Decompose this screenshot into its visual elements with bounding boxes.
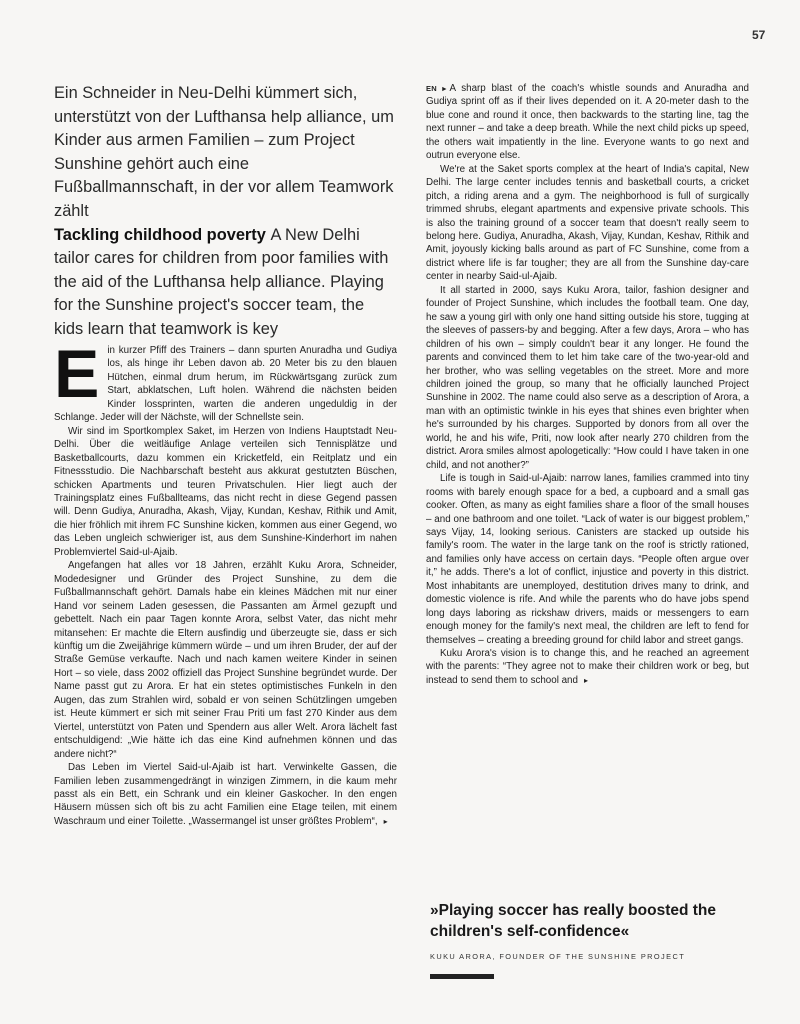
english-headline: Tackling childhood poverty xyxy=(54,225,266,244)
pull-quote xyxy=(430,900,760,979)
drop-cap: E xyxy=(54,336,100,412)
intro-block xyxy=(54,82,394,342)
german-paragraph-1 xyxy=(54,336,397,425)
english-intro xyxy=(54,224,394,342)
pull-quote-rule xyxy=(430,974,494,979)
english-paragraph-1-text: A sharp blast of the coach's whistle sounds and Anuradha and Gudiya sprint off as if their lives depended on it. A 20-meter dash to the blue cone and round it once, then backwards to the starting line, tag the next runner – and take a deep breath. While the next child picks up speed, the others wait impatiently in the line. Everyone wants to go next and outrun everyone else. xyxy=(426,83,750,162)
english-paragraph-2: We're at the Saket sports complex at the heart of India's capital, New Delhi. The large center includes tennis and basketball courts, a cricket pitch, a riding arena and a gym. The neighborhood is full of surgically trimmed shrubs, elegant apartments and expensive private schools. This is also the training ground of a soccer team that doesn't really seem to belong here. Gudiya, Anuradha, Akash, Vijay, Kundan, Keshav, Rithik and Amit, joyously kicking balls around as part of FC Sunshine, come from a district where life is far tougher; they are all from the Sunshine day-care center in nearby Said-ul-Ajaib. xyxy=(426,163,749,283)
english-paragraph-3: It all started in 2000, says Kuku Arora, tailor, fashion designer and founder of Project Sunshine, which includes the football team. One day, he saw a young girl with only one hand sitting outside his store, tugging at the sleeves of passers-by and begging. After a few days, Arora – who has children of his own – simply couldn't bear it any longer. He found the parents and convinced them to let him take care of the two-year-old and her brother, who was selling vegetables on the street. More and more children joined the group, so many that he officially launched Project Sunshine in 2002. The name could also serve as a description of Arora, a man with an optimistic twinkle in his eyes that shines even brighter when he's surrounded by his charges. Supported by donors from all over the world, he and his wife, Priti, now look after nearly 270 children from the district. Arora smiles almost apologetically: “How could I have taken in one child, and not another?” xyxy=(426,284,749,471)
english-paragraph-5-text: Kuku Arora's vision is to change this, and he reached an agreement with the parents: “They agree not to make their children work or beg, but instead to send them to school and xyxy=(426,648,749,686)
english-paragraph-4: Life is tough in Said-ul-Ajaib: narrow lanes, families crammed into tiny rooms with barely enough space for a bed, a cupboard and a small gas cooker. Often, as many as eight families share a floor of the small houses – and one bathroom and one toilet. “Lack of water is our biggest problem,” says Vijay, 14, looking serious. Canisters are stacked up outside his family's room. The water in the large tank on the roof is strictly rationed, and families only have access on certain days. “People often argue over it,” he adds. There's a lot of conflict, injustice and poverty in this district. Most inhabitants are unemployed, destitution drives many to drink, and domestic violence is rife. And while the parents who do have jobs spend long days laboring as rickshaw drivers, maids or messengers to earn enough money for the family's next meal, the children are left to fend for themselves – creating a breeding ground for child labor and street gangs. xyxy=(426,473,749,646)
pull-quote-text: »Playing soccer has really boosted the children's self-confidence« xyxy=(430,902,717,940)
continue-arrow-icon: ▸ xyxy=(583,675,588,685)
language-marker: EN ▸ xyxy=(426,84,447,93)
german-paragraph-4 xyxy=(54,761,397,828)
english-article-column xyxy=(426,82,749,687)
german-paragraph-1-text: in kurzer Pfiff des Trainers – dann spurten Anuradha und Gudiya los, als hinge ihr Leben davon ab. 20 Meter bis zu den blauen Hütchen, einmal drum herum, im Rückwärtsgang zurück zum Start, abklatschen, Luft holen. Während die nächsten beiden Kinder lossprinten, warten die anderen ungeduldig in der Schlange. Jeder will der Nächste, will der Schnellste sein. xyxy=(54,345,397,424)
page-number: 57 xyxy=(752,28,766,42)
pull-quote-attribution: KUKU ARORA, FOUNDER OF THE SUNSHINE PROJECT xyxy=(430,952,686,961)
german-paragraph-4-text: Das Leben im Viertel Said-ul-Ajaib ist hart. Verwinkelte Gassen, die Familien leben zusammengedrängt in winzigen Zimmern, in die kaum mehr passt als ein Bett, ein Schrank und ein kleiner Gaskocher. In den engen Häusern müssen sich oft bis zu acht Familien eine Etage teilen, mit einem Waschraum und einer Toilette. „Wassermangel ist unser größtes Problem“, xyxy=(54,762,397,827)
german-paragraph-3: Angefangen hat alles vor 18 Jahren, erzählt Kuku Arora, Schneider, Modedesigner und Gründer des Project Sunshine, zu dem die Fußballmannschaft gehört. Damals habe ein kleines Mädchen mit nur einer Hand vor seinem Laden gesessen, die Passanten am Ärmel gezupft und gebettelt. Nach ein paar Tagen konnte Arora, selbst Vater, das nicht mehr mitansehen: Er machte die Eltern ausfindig und überzeugte sie, dass er sich künftig um die Zweijährige kümmern würde – und um ihren Bruder, der auf der Straße Gemüse verkaufte. Nach und nach kamen weitere Kinder in seinen Hort – so viele, dass 2002 offiziell das Project Sunshine begründet wurde. Der Name passt gut zu Arora. Er hat ein stetes optimistisches Funkeln in den Augen, das zum Strahlen wird, sobald er von seinen Schützlingen umgeben ist. Heute kümmert er sich mit seiner Frau Priti um fast 270 Kinder aus dem Viertel, unterstützt von Paten und Spendern aus aller Welt. Arora lächelt fast entschuldigend: „Wie hätte ich das eine Kind aufnehmen können und das andere nicht?“ xyxy=(54,560,397,760)
german-intro: Ein Schneider in Neu-Delhi kümmert sich, unterstützt von der Lufthansa help alliance, um Kinder aus armen Familien – zum Project Sunshine gehört auch eine Fußballmannschaft, in der vor allem Teamwork zählt xyxy=(54,84,394,220)
continue-arrow-icon: ▸ xyxy=(383,816,388,826)
english-intro-text: A New Delhi tailor cares for children from poor families with the aid of the Lufthansa help alliance. Playing for the Sunshine project's soccer team, the kids learn that teamwork is key xyxy=(54,225,389,338)
german-article-column xyxy=(54,336,397,828)
english-paragraph-5 xyxy=(426,647,749,687)
german-paragraph-2: Wir sind im Sportkomplex Saket, im Herzen von Indiens Hauptstadt Neu-Delhi. Über die weitläufige Anlage verteilen sich Tennisplätze und Basketballcourts, dazu kommen ein Kricketfeld, ein Reitplatz und ein Fitnessstudio. Die Nachbarschaft besteht aus akkurat gestutzten Büschen, schicken Apartments und teuren Privatschulen. Hier liegt auch der Trainingsplatz eines Fußballteams, das nicht recht in diese Gegend passen will. Denn Gudiya, Anuradha, Akash, Vijay, Kundan, Keshav, Rithik und Amit, die hier fröhlich mit ihrem FC Sunshine kicken, kommen aus einer Gegend, wo das Leben ungleich schwieriger ist, aus dem Sunshine-Kinderhort im nahen Problemviertel Said-ul-Ajaib. xyxy=(54,425,397,558)
english-paragraph-1 xyxy=(426,82,749,163)
